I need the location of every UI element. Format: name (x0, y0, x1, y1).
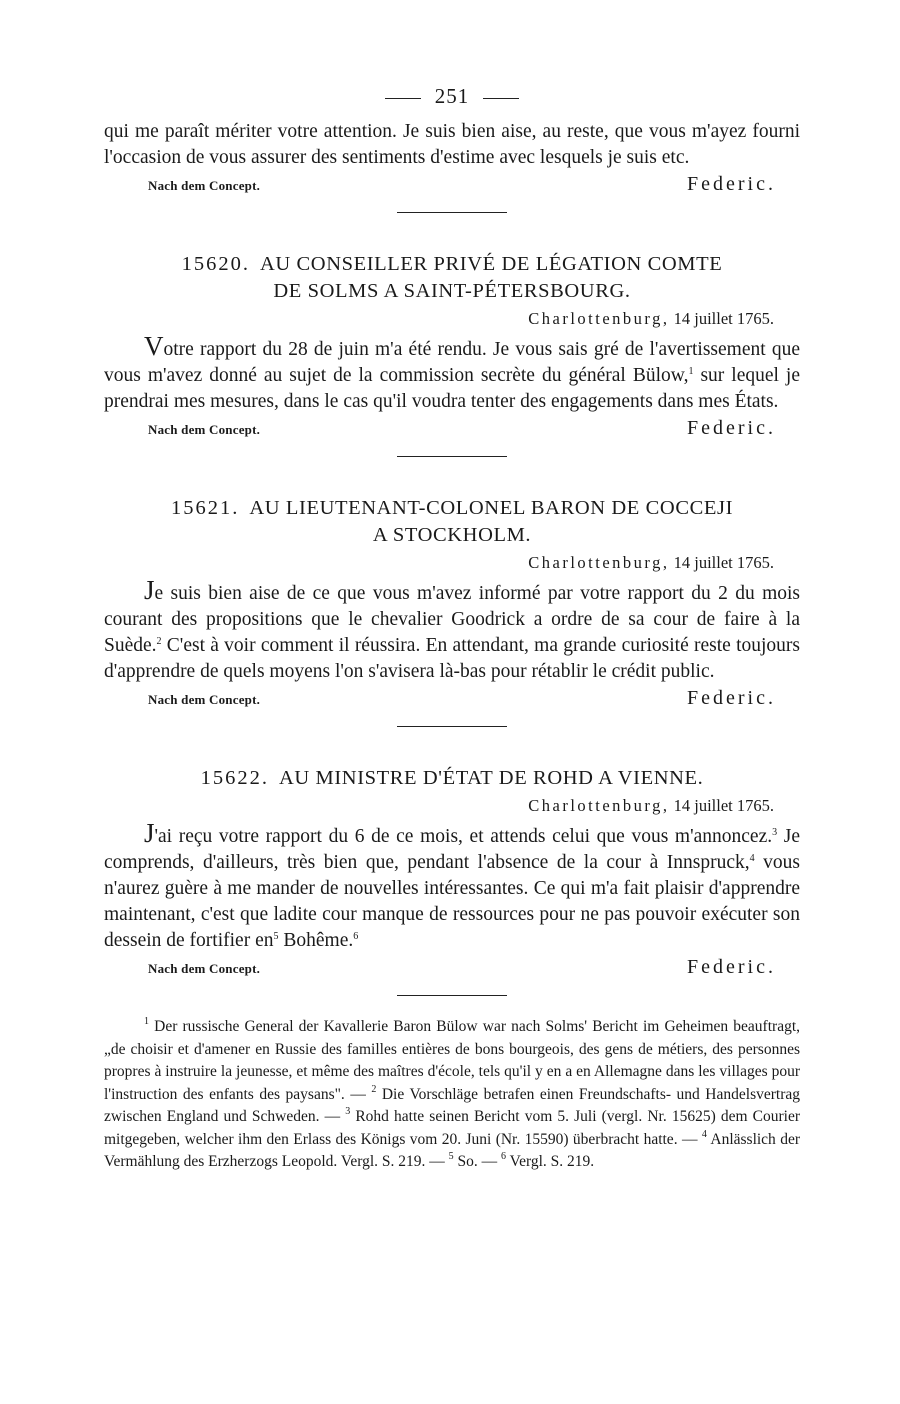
letter-body (104, 577, 800, 685)
dateline-date: 14 juillet 1765. (673, 309, 774, 328)
section-divider (397, 456, 507, 457)
dateline (104, 796, 800, 816)
body-part-c: vous n'aurez guère à me mander de nouvelles intéressantes. Ce qui m'a fait plaisir d'apprendre maintenant, c'est que ladite cour manque de ressources pour ne pas pouvoir exécuter son dessein de fortifier en (104, 852, 800, 951)
heading-line-2: A STOCKHOLM. (372, 524, 532, 546)
footnote-text: Die Vorschläge betrafen einen Freundschafts- und Handelsvertrag zwischen England und Schweden. — (104, 1085, 800, 1125)
footnote-text: Vergl. S. 219. (506, 1153, 595, 1170)
footnote-text: Anlässlich der Vermählung des Erzherzogs Leopold. Vergl. S. 219. — (104, 1130, 800, 1170)
footnote-number: 3 (345, 1106, 351, 1117)
letter-heading (104, 495, 800, 549)
signature: Federic. (687, 417, 776, 439)
footnote-ref: 5 (273, 931, 279, 942)
source-note: Nach dem Concept. (148, 692, 261, 707)
signature-row (104, 417, 800, 440)
heading-line-1: AU MINISTRE D'ÉTAT DE ROHD A VIENNE. (279, 767, 704, 789)
continuation-signature-row (104, 173, 800, 196)
initial-letter: J (144, 575, 155, 605)
heading-line-1: AU LIEUTENANT-COLONEL BARON DE COCCEJI (249, 497, 733, 519)
source-note: Nach dem Concept. (148, 961, 261, 976)
letter-heading (104, 765, 800, 792)
source-note: Nach dem Concept. (148, 178, 261, 193)
body-part-a: otre rapport du 28 de juin m'a été rendu. Je vous sais gré de l'avertissement que vous m'avez donné au sujet de la commission secrète du général Bülow, (104, 339, 800, 386)
signature-row (104, 956, 800, 979)
dateline (104, 309, 800, 329)
footnote-number: 1 (144, 1016, 149, 1027)
initial-letter: J (144, 818, 155, 848)
signature: Federic. (687, 173, 776, 195)
heading-line-2: DE SOLMS A SAINT-PÉTERSBOURG. (273, 280, 631, 302)
dateline (104, 553, 800, 573)
signature-row (104, 687, 800, 710)
dateline-place: Charlottenburg, (528, 553, 670, 572)
source-note: Nach dem Concept. (148, 422, 261, 437)
heading-line-1: AU CONSEILLER PRIVÉ DE LÉGATION COMTE (260, 253, 723, 275)
footnote-divider (397, 995, 507, 996)
footnote-number: 4 (701, 1128, 707, 1140)
footnote-number: 5 (448, 1151, 454, 1162)
page-number-header (104, 84, 800, 109)
body-part-b: Je comprends, d'ailleurs, très bien que, pendant l'absence de la cour à Innspruck, (104, 826, 800, 873)
body-part-d: Bohême. (278, 930, 354, 951)
letter-15621 (104, 495, 800, 710)
letter-number: 15621. (170, 497, 240, 519)
section-divider (397, 726, 507, 727)
footnote-text: Der russische General der Kavallerie Baron Bülow war nach Solms' Bericht im Geheimen beauftragt, „de choisir et d'amener en Russie des familles entières de bons bourgeois, des gens de métiers, des personnes propres à instruire la jeunesse, et même des maîtres d'école, tels qu'il y en a en Allemagne dans les villages pour l'instruction des enfants des paysans". — (104, 1018, 800, 1103)
header-dash-right (483, 98, 519, 99)
continuation-text: qui me paraît mériter votre attention. Je suis bien aise, au reste, que vous m'ayez fourni l'occasion de vous assurer des sentiments d'estime avec lesquels je suis etc. (104, 121, 800, 168)
letter-body (104, 820, 800, 954)
header-dash-left (385, 98, 421, 99)
page-number: 251 (434, 84, 470, 108)
footnote-text: Rohd hatte seinen Bericht vom 5. Juli (vergl. Nr. 15625) dem Courier mitgegeben, welcher ihm den Erlass des Königs vom 20. Juni (Nr. 15590) überbracht hatte. — (104, 1108, 801, 1148)
footnote-text: So. — (453, 1153, 498, 1170)
footnote-ref: 3 (772, 827, 778, 838)
footnote-ref: 1 (688, 366, 694, 377)
dateline-place: Charlottenburg, (528, 796, 670, 815)
dateline-date: 14 juillet 1765. (673, 553, 774, 572)
letter-15622 (104, 765, 800, 979)
body-part-a: e suis bien aise de ce que vous m'avez informé par votre rapport du 2 du mois courant des propositions que le chevalier Goodrick a ordre de sa cour de faire à la Suède. (104, 583, 800, 656)
body-part-b: sur lequel je prendrai mes mesures, dans le cas qu'il voudra tenter des engagements dans mes États. (104, 365, 800, 412)
footnote-ref: 4 (749, 853, 755, 864)
footnote-ref: 2 (156, 636, 162, 647)
letter-body (104, 333, 800, 415)
letter-15620 (104, 251, 800, 440)
footnotes (104, 1016, 800, 1174)
book-page (104, 84, 800, 1174)
footnote-number: 2 (371, 1083, 377, 1095)
letter-number: 15622. (200, 767, 270, 789)
footnote-number: 6 (501, 1151, 507, 1162)
signature: Federic. (687, 687, 776, 709)
letter-heading (104, 251, 800, 305)
dateline-place: Charlottenburg, (528, 309, 670, 328)
signature: Federic. (687, 956, 776, 978)
dateline-date: 14 juillet 1765. (673, 796, 774, 815)
letter-number: 15620. (181, 253, 250, 275)
body-part-a: 'ai reçu votre rapport du 6 de ce mois, et attends celui que vous m'annoncez. (154, 826, 773, 847)
footnote-ref: 6 (353, 931, 359, 942)
body-part-b: C'est à voir comment il réussira. En attendant, ma grande curiosité reste toujours d'apprendre de quels moyens l'on s'avisera là-bas pour rétablir le crédit public. (104, 635, 800, 682)
section-divider (397, 212, 507, 213)
initial-letter: V (144, 331, 164, 361)
